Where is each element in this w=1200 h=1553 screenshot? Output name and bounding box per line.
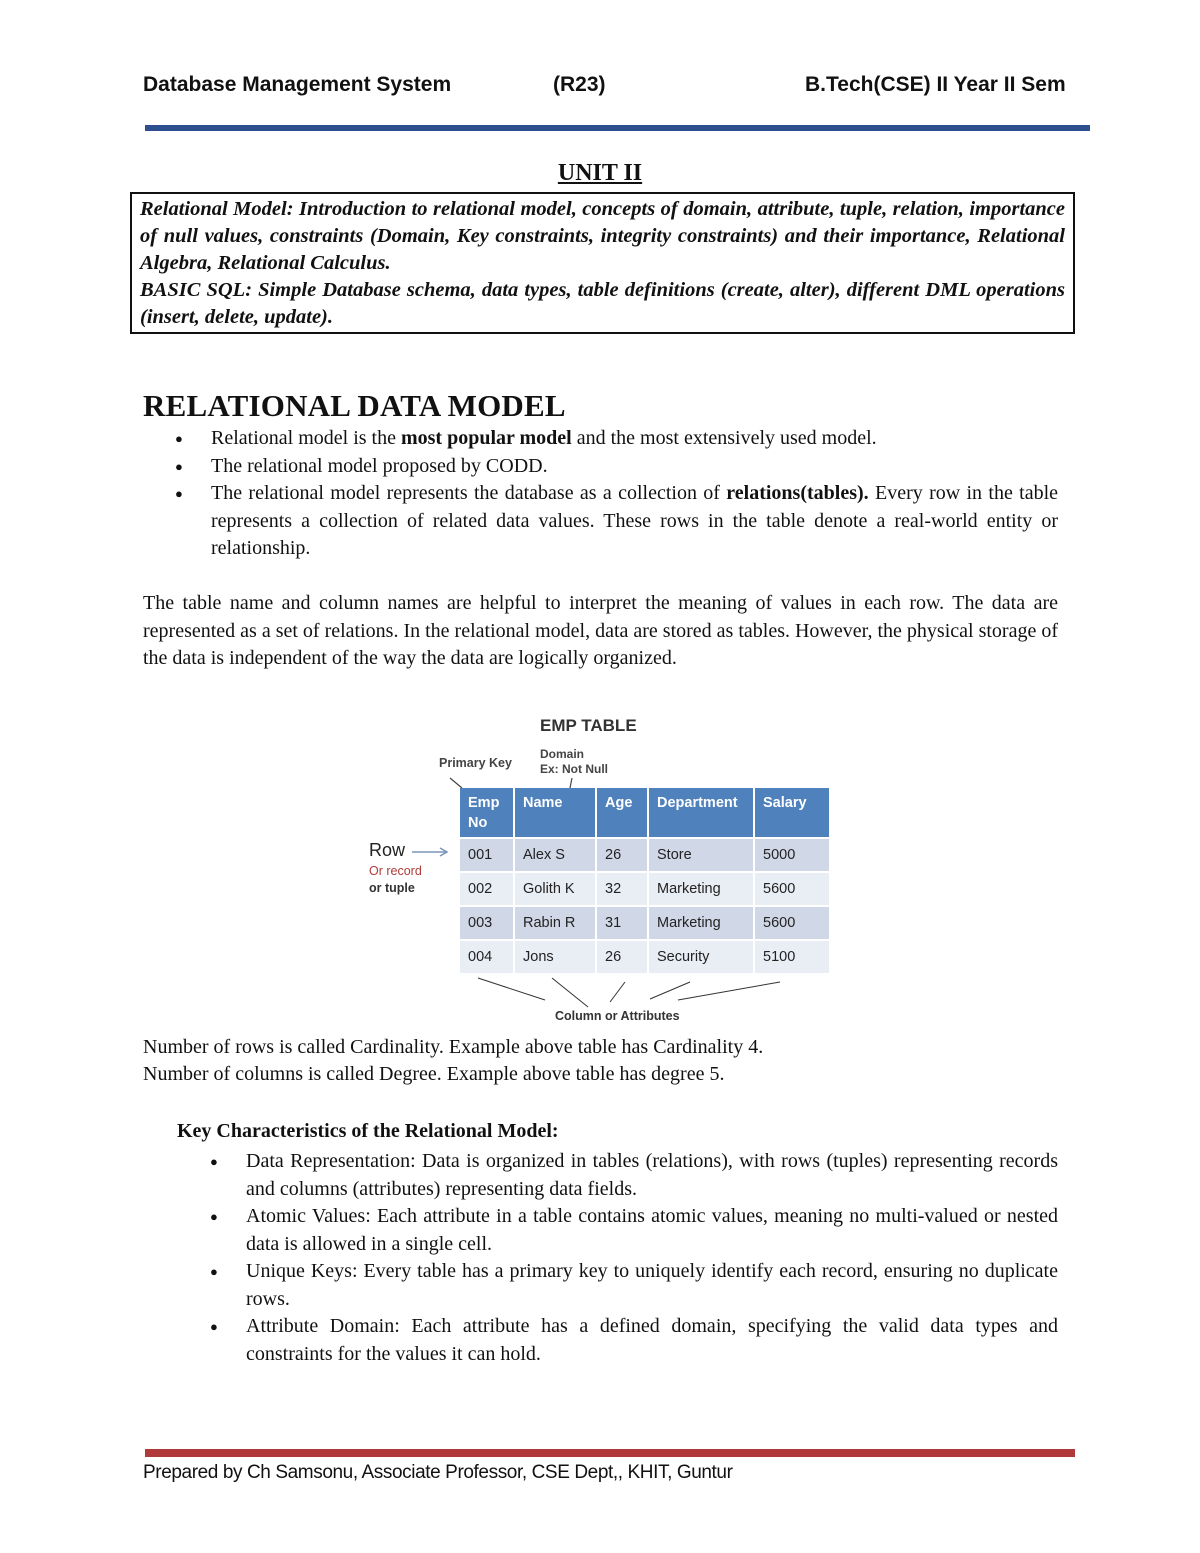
table-cell: 002	[460, 872, 514, 906]
key-characteristics-title: Key Characteristics of the Relational Model:	[177, 1120, 559, 1142]
unit-title: UNIT II	[557, 160, 643, 186]
emp-table-figure	[360, 712, 840, 1032]
list-item: ● Relational model is the most popular model and the most extensively used model.	[143, 425, 1058, 453]
list-item: ● The relational model represents the database as a collection of relations(tables). Every row in the table represents a collection of related data values. These rows in the table denote a real-world entity or relationship.	[143, 480, 1058, 563]
syllabus-sql: BASIC SQL: Simple Database schema, data types, table definitions (create, alter), different DML operations (insert, delete, update).	[140, 279, 1065, 328]
table-cell: 5000	[754, 838, 830, 872]
table-cell: Marketing	[648, 906, 754, 940]
column-header: Emp No	[460, 788, 514, 838]
figure-title: EMP TABLE	[540, 716, 637, 735]
row-sub-record: Or record	[369, 864, 422, 878]
list-item: ● Data Representation: Data is organized in tables (relations), with rows (tuples) representing records and columns (attributes) representing data fields.	[178, 1148, 1058, 1203]
table-cell: 5600	[754, 906, 830, 940]
table-cell: Store	[648, 838, 754, 872]
table-cell: Jons	[514, 940, 596, 974]
row-sub-tuple: or tuple	[369, 881, 415, 895]
table-cell: Alex S	[514, 838, 596, 872]
key-characteristics-list	[178, 1148, 1058, 1368]
syllabus-relational: Relational Model: Introduction to relational model, concepts of domain, attribute, tuple, relation, importance of null values, constraints (Domain, Key constraints, integrity constraints) and their importance, Relational Algebra, Relational Calculus.	[140, 198, 1065, 274]
table-cell: Rabin R	[514, 906, 596, 940]
list-item: ● Atomic Values: Each attribute in a table contains atomic values, meaning no multi-valued or nested data is allowed in a single cell.	[178, 1203, 1058, 1258]
table-row	[460, 906, 830, 940]
list-item: ● Attribute Domain: Each attribute has a defined domain, specifying the valid data types and constraints for the values it can hold.	[178, 1313, 1058, 1368]
header-regulation: (R23)	[553, 73, 606, 96]
list-item: ● Unique Keys: Every table has a primary key to uniquely identify each record, ensuring no duplicate rows.	[178, 1258, 1058, 1313]
column-header: Age	[596, 788, 648, 838]
domain-example: Ex: Not Null	[540, 762, 608, 776]
table-cell: Security	[648, 940, 754, 974]
table-cell: Golith K	[514, 872, 596, 906]
footer-credit: Prepared by Ch Samsonu, Associate Professor, CSE Dept,, KHIT, Guntur	[143, 1462, 733, 1483]
cardinality-degree-block	[143, 1034, 1058, 1088]
header-course-title: Database Management System	[143, 73, 452, 96]
table-row	[460, 940, 830, 974]
column-header: Name	[514, 788, 596, 838]
cardinality-line: Number of rows is called Cardinality. Example above table has Cardinality 4.	[143, 1036, 764, 1058]
row-label: Row	[369, 840, 406, 860]
table-cell: 26	[596, 838, 648, 872]
table-cell: 32	[596, 872, 648, 906]
primary-key-label: Primary Key	[439, 756, 512, 770]
table-cell: 003	[460, 906, 514, 940]
table-row	[460, 838, 830, 872]
domain-label: Domain	[540, 747, 585, 761]
table-cell: 5600	[754, 872, 830, 906]
table-cell: 5100	[754, 940, 830, 974]
column-header: Salary	[754, 788, 830, 838]
header-rule	[145, 125, 1090, 131]
table-cell: 26	[596, 940, 648, 974]
table-row	[460, 872, 830, 906]
table-header-row	[460, 788, 830, 838]
section-title: RELATIONAL DATA MODEL	[143, 388, 566, 423]
table-cell: 004	[460, 940, 514, 974]
list-item: ● The relational model proposed by CODD.	[143, 453, 1058, 481]
syllabus-box	[130, 192, 1075, 334]
table-cell: Marketing	[648, 872, 754, 906]
columns-label: Column or Attributes	[555, 1009, 680, 1023]
table-cell: 001	[460, 838, 514, 872]
degree-line: Number of columns is called Degree. Example above table has degree 5.	[143, 1063, 725, 1085]
intro-paragraph: The table name and column names are helpful to interpret the meaning of values in each row. The data are represented as a set of relations. In the relational model, data are stored as tables. However, the physical storage of the data is independent of the way the data are logically organized.	[143, 592, 1058, 669]
emp-table	[460, 788, 831, 975]
intro-bullet-list	[143, 425, 1058, 563]
table-cell: 31	[596, 906, 648, 940]
header-semester: B.Tech(CSE) II Year II Sem	[805, 73, 1066, 96]
column-header: Department	[648, 788, 754, 838]
footer-rule	[145, 1449, 1075, 1457]
